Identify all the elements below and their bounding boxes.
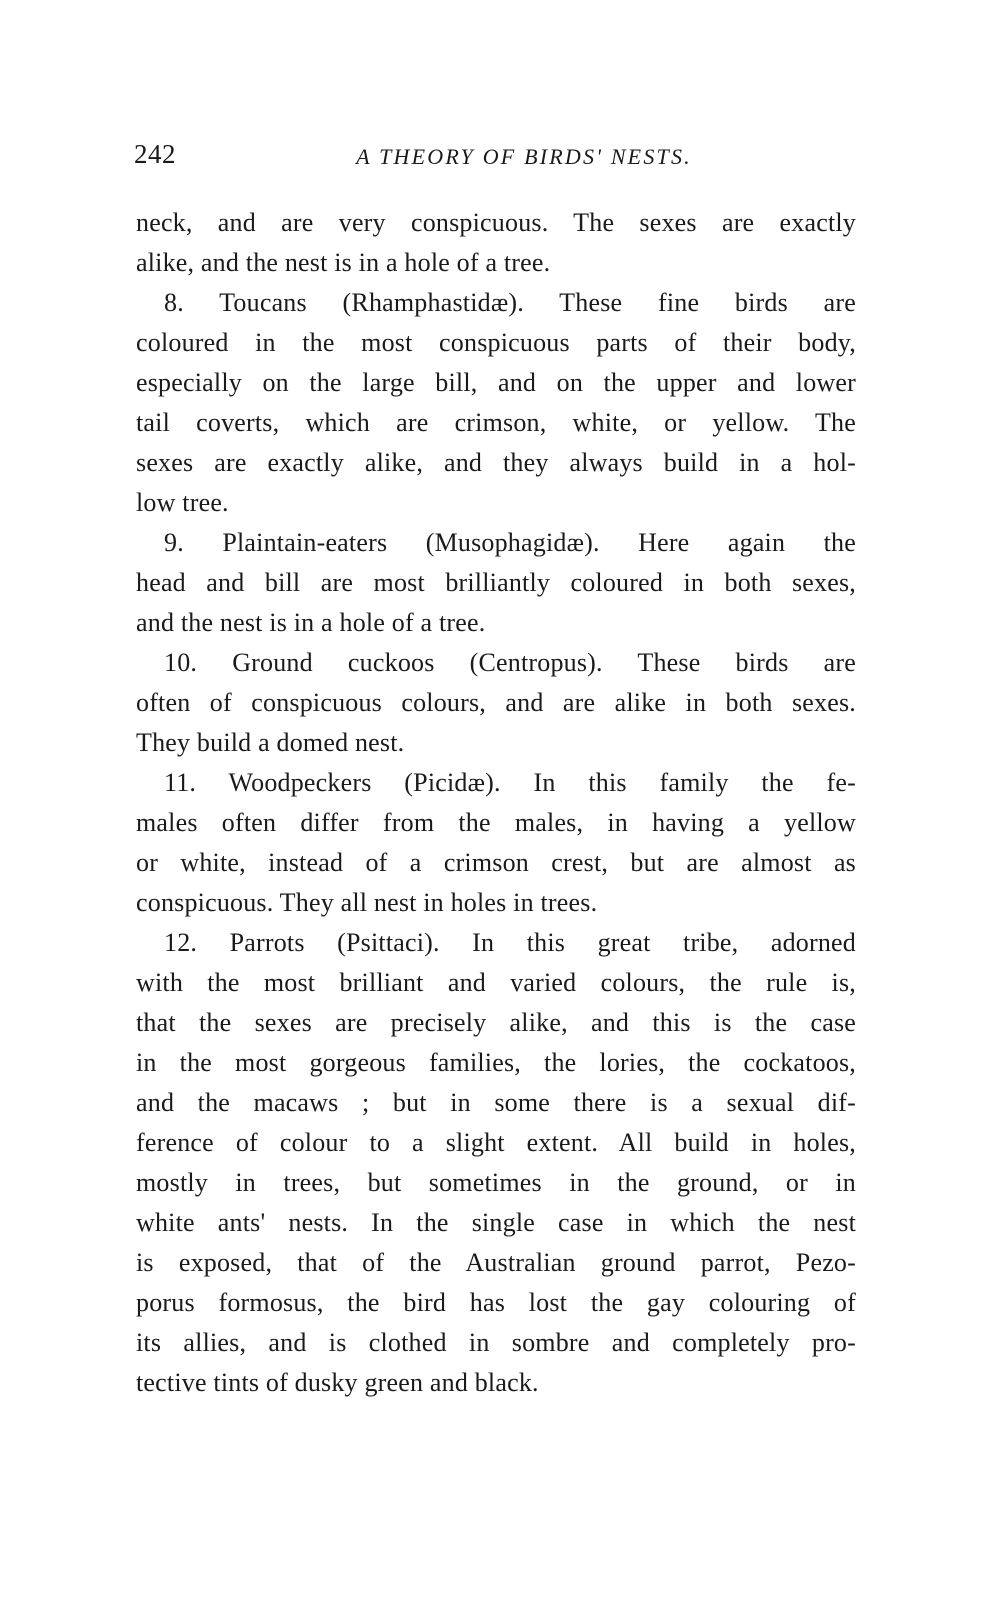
text-line: sexes are exactly alike, and they always build in a hol- — [136, 448, 856, 477]
text-line: 12. Parrots (Psittaci). In this great tribe, adorned — [164, 928, 856, 957]
text-line: low tree. — [136, 488, 229, 517]
text-line: mostly in trees, but sometimes in the ground, or in — [136, 1168, 856, 1197]
text-line: and the nest is in a hole of a tree. — [136, 608, 486, 637]
text-line: They build a domed nest. — [136, 728, 405, 757]
text-line: often of conspicuous colours, and are alike in both sexes. — [136, 688, 856, 717]
text-line: neck, and are very conspicuous. The sexes are exactly — [136, 208, 856, 237]
text-line: especially on the large bill, and on the upper and lower — [136, 368, 856, 397]
text-line: white ants' nests. In the single case in which the nest — [136, 1208, 856, 1237]
body-text — [136, 203, 856, 1403]
text-line: 9. Plaintain-eaters (Musophagidæ). Here again the — [164, 528, 856, 557]
text-line: with the most brilliant and varied colours, the rule is, — [136, 968, 856, 997]
text-line: its allies, and is clothed in sombre and completely pro- — [136, 1328, 856, 1357]
text-line: coloured in the most conspicuous parts of their body, — [136, 328, 856, 357]
text-line: alike, and the nest is in a hole of a tree. — [136, 248, 551, 277]
running-title: A THEORY OF BIRDS' NESTS. — [356, 144, 692, 169]
text-line: head and bill are most brilliantly coloured in both sexes, — [136, 568, 856, 597]
text-line: is exposed, that of the Australian ground parrot, Pezo- — [136, 1248, 856, 1277]
page-number: 242 — [134, 139, 176, 169]
text-line: and the macaws ; but in some there is a sexual dif- — [136, 1088, 856, 1117]
text-line: tail coverts, which are crimson, white, or yellow. The — [136, 408, 856, 437]
text-line: porus formosus, the bird has lost the gay colouring of — [136, 1288, 856, 1317]
text-line: ference of colour to a slight extent. All build in holes, — [136, 1128, 856, 1157]
text-line: 10. Ground cuckoos (Centropus). These birds are — [164, 648, 856, 677]
text-line: or white, instead of a crimson crest, but are almost as — [136, 848, 856, 877]
text-line: males often differ from the males, in having a yellow — [136, 808, 856, 837]
text-line: in the most gorgeous families, the lories, the cockatoos, — [136, 1048, 856, 1077]
page-header — [134, 138, 874, 178]
text-line: 8. Toucans (Rhamphastidæ). These fine birds are — [164, 288, 856, 317]
text-line: tective tints of dusky green and black. — [136, 1368, 539, 1397]
text-line: that the sexes are precisely alike, and this is the case — [136, 1008, 856, 1037]
text-line: conspicuous. They all nest in holes in trees. — [136, 888, 598, 917]
text-line: 11. Woodpeckers (Picidæ). In this family the fe- — [164, 768, 856, 797]
